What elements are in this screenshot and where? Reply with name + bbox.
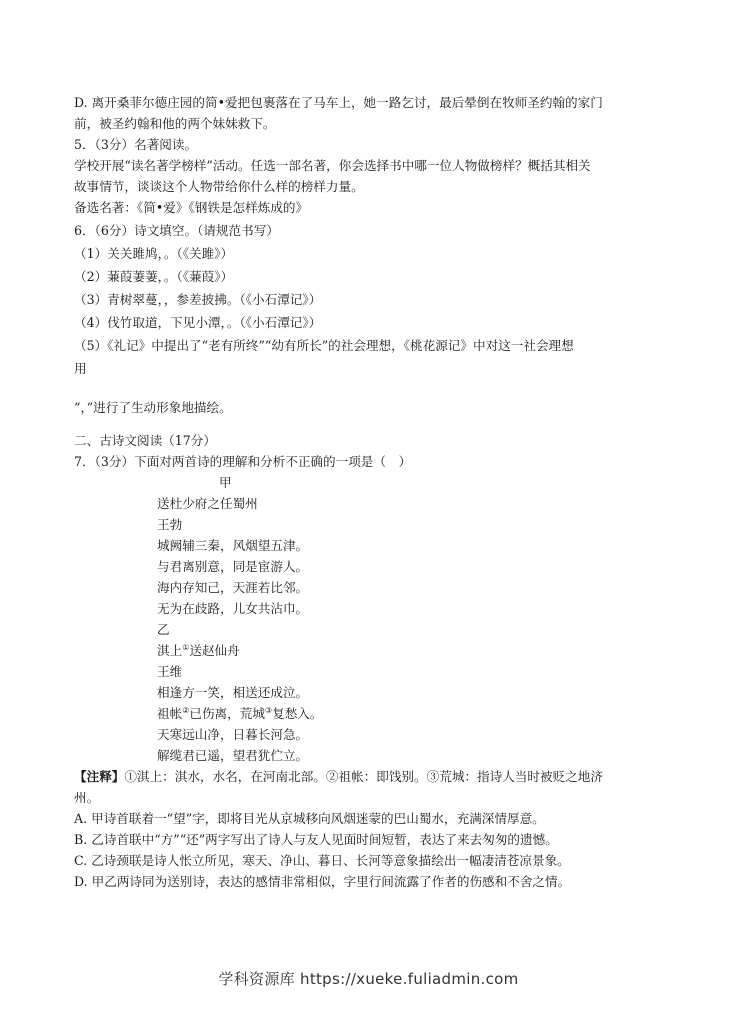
poem-b xyxy=(74,619,674,766)
poem-b-author: 王维 xyxy=(157,664,183,679)
q4-option-d-line1: D. 离开桑菲尔德庄园的简•爱把包裹落在了马车上，她一路乞讨，最后晕倒在牧师圣约翰的家门 xyxy=(74,95,603,110)
poem-b-line-2-b: 已伤离，荒城 xyxy=(189,706,265,721)
poem-b-line-2 xyxy=(157,703,674,724)
poem-a-line-4: 无为在歧路，儿女共沾巾。 xyxy=(157,601,309,616)
q7-notes-line2: 州。 xyxy=(74,790,100,805)
exam-page xyxy=(74,92,674,892)
q6-title: 6．（6分）诗文填空。（请规范书写） xyxy=(74,223,279,238)
poem-b-line-2-a: 祖帐 xyxy=(157,706,183,721)
q7-option-d: D. 甲乙两诗同为送别诗，表达的感情非常相似，字里行间流露了作者的伤感和不舍之情。 xyxy=(74,874,571,889)
q7-option-b: B. 乙诗首联中“方”“还”两字写出了诗人与友人见面时间短暂，表达了来去匆匆的遗憾。 xyxy=(74,832,558,847)
poem-a-line-2: 与君离别意，同是宦游人。 xyxy=(157,559,309,574)
q6-item-4: （4）伐竹取道，下见小潭，。（《小石潭记》） xyxy=(74,315,322,330)
poem-a-title: 送杜少府之任蜀州 xyxy=(157,496,258,511)
poem-a xyxy=(74,472,674,619)
q7-notes-line1 xyxy=(74,766,674,787)
notes-text: ①淇上：淇水，水名，在河南北部。②祖帐：即饯别。③荒城：指诗人当时被贬之地济 xyxy=(124,769,603,784)
poem-b-title-pre: 淇上 xyxy=(157,643,183,658)
footnote-marker-3: ③ xyxy=(264,705,273,715)
q5-body-line2: 故事情节，谈谈这个人物带给你什么样的榜样力量。 xyxy=(74,179,364,194)
poem-b-line-1: 相逢方一笑，相送还成泣。 xyxy=(157,685,309,700)
q6-item-5-line2: 用 xyxy=(74,361,87,376)
poem-b-title-post: 送赵仙舟 xyxy=(189,643,240,658)
q4-option-d-line2: 前，被圣约翰和他的两个妹妹救下。 xyxy=(74,116,276,131)
poem-b-title xyxy=(157,640,674,661)
q6-item-5-line3: “，”进行了生动形象地描绘。 xyxy=(74,400,232,415)
poem-b-label: 乙 xyxy=(157,622,170,637)
footer-watermark: 学科资源库 https://xueke.fuliadmin.com xyxy=(218,970,519,988)
q5-body-line1: 学校开展“读名著学榜样”活动。任选一部名著，你会选择书中哪一位人物做榜样？概括其相关 xyxy=(74,158,591,173)
q7-option-a: A. 甲诗首联着一“望”字，即将目光从京城移向风烟迷蒙的巴山蜀水，充满深情厚意。 xyxy=(74,811,545,826)
q5-title: 5．（3分）名著阅读。 xyxy=(74,137,198,152)
section-2-title: 二、古诗文阅读（17分） xyxy=(74,433,216,448)
q7-title: 7．（3分）下面对两首诗的理解和分析不正确的一项是（ ） xyxy=(74,454,412,469)
poem-a-line-1: 城阙辅三秦，风烟望五津。 xyxy=(157,538,309,553)
q7-option-c: C. 乙诗颈联是诗人怅立所见，寒天、净山、暮日、长河等意象描绘出一幅凄清苍凉景象。 xyxy=(74,853,570,868)
poem-b-line-3: 天寒远山净，日暮长河急。 xyxy=(157,727,309,742)
q6-item-5-line1: （5）《礼记》中提出了“老有所终”“幼有所长”的社会理想，《桃花源记》中对这一社会理想 xyxy=(74,338,574,353)
q6-item-1: （1）关关雎鸠，。（《关雎》） xyxy=(74,246,234,261)
poem-b-line-4: 解缆君已遥，望君犹伫立。 xyxy=(157,748,309,763)
poem-a-author: 王勃 xyxy=(157,517,183,532)
notes-label: 【注释】 xyxy=(74,769,125,784)
footnote-marker-2: ② xyxy=(182,705,190,715)
footnote-marker-1: ① xyxy=(182,642,190,652)
poem-a-label: 甲 xyxy=(219,475,232,490)
poem-a-line-3: 海内存知己，天涯若比邻。 xyxy=(157,580,309,595)
q6-item-2: （2）蒹葭萋萋，。（《蒹葭》） xyxy=(74,269,234,284)
q5-books: 备选名著：《简•爱》《钢铁是怎样炼成的》 xyxy=(74,200,309,215)
q6-item-3: （3）青树翠蔓，，参差披拂。（《小石潭记》） xyxy=(74,292,322,307)
poem-b-line-2-c: 复愁入。 xyxy=(272,706,323,721)
